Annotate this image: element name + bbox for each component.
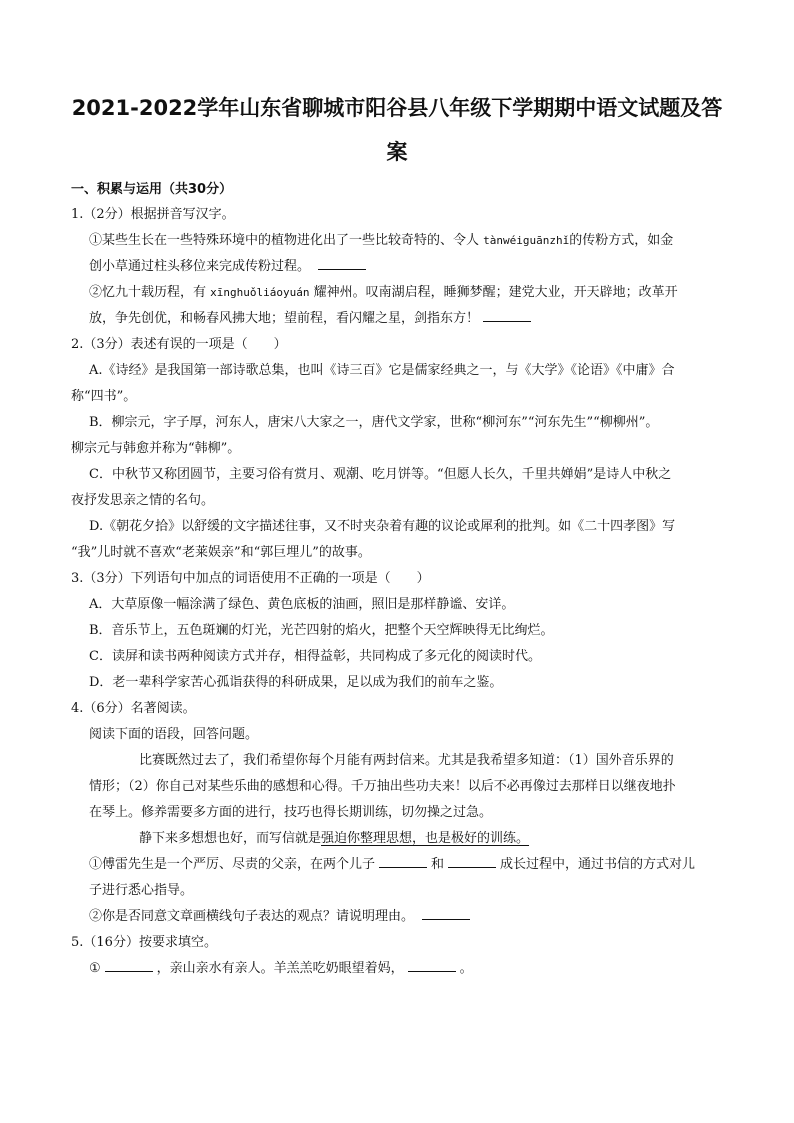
q2-option-b-line1: B．柳宗元，字子厚，河东人，唐宋八大家之一，唐代文学家，世称“柳河东”“河东先生”“柳柳州”。 [89, 415, 659, 430]
q4-passage-para2 [71, 826, 733, 852]
q4-passage-line3: 在琴上。修养需要多方面的进行，技巧也得长期训练，切勿操之过急。 [89, 805, 493, 820]
q1a-line2: 创小草通过柱头移位来完成传粉过程。 [89, 259, 311, 274]
question-3-heading: 3.（3分）下列语句中加点的词语使用不正确的一项是（ ） [71, 571, 430, 586]
title-line-1: 2021-2022学年山东省聊城市阳谷县八年级下学期期中语文试题及答 [71, 96, 723, 120]
section-heading: 一、积累与运用（共30分） [71, 182, 233, 197]
q4-subquestion-2 [71, 904, 733, 930]
document-title [60, 86, 734, 174]
q4-intro: 阅读下面的语段，回答问题。 [89, 727, 259, 742]
q4s1-blank-1[interactable] [379, 853, 427, 868]
document-body [71, 178, 733, 982]
q2-option-c-line1: C．中秋节又称团圆节，主要习俗有赏月、观潮、吃月饼等。“但愿人长久，千里共婵娟”是诗人中秋之 [89, 467, 672, 482]
q3-option-a: A．大草原像一幅涂满了绿色、黄色底板的油画，照旧是那样静谧、安详。 [89, 597, 515, 612]
q4s1-text-post: 成长过程中，通过书信的方式对儿 [500, 857, 696, 872]
q2-option-c-line2: 夜抒发思亲之情的名句。 [71, 493, 215, 508]
q4-subquestion-1-cont: 子进行悉心指导。 [89, 883, 194, 898]
q5-item-1 [71, 956, 733, 982]
q4-passage-line1: 比赛既然过去了，我们希望你每个月能有两封信来。尤其是我希望多知道：（1）国外音乐界的 [139, 753, 674, 768]
q4-underlined-sentence: 强迫你整理思想，也是极好的训练。 [321, 831, 530, 846]
q2-option-d-line2: “我”儿时就不喜欢“老莱娱亲”和“郭巨埋儿”的故事。 [71, 545, 371, 560]
question-5-heading: 5.（16分）按要求填空。 [71, 935, 217, 950]
title-line-2: 案 [386, 140, 408, 164]
q5-l1-pre: ① [89, 961, 101, 976]
q2-option-b-line2: 柳宗元与韩愈并称为“韩柳”。 [71, 441, 241, 456]
q3-option-d: D．老一辈科学家苦心孤诣获得的科研成果，足以成为我们的前车之鉴。 [89, 675, 503, 690]
q1a-answer-blank[interactable] [318, 255, 366, 270]
q5-blank-1[interactable] [105, 957, 153, 972]
q4s1-blank-2[interactable] [448, 853, 496, 868]
question-1a-cont [71, 254, 733, 280]
q1b-line2: 放，争先创优，和畅春风拂大地；望前程，看闪耀之星，剑指东方！ [89, 311, 480, 326]
q4-subquestion-1 [71, 852, 733, 878]
q5-l1-post: 。 [459, 961, 473, 976]
question-4-heading: 4.（6分）名著阅读。 [71, 701, 196, 716]
q5-blank-2[interactable] [408, 957, 456, 972]
q3-option-b: B．音乐节上，五色斑斓的灯光，光芒四射的焰火，把整个天空辉映得无比绚烂。 [89, 623, 554, 638]
q2-option-a-line2: 称“四书”。 [71, 389, 137, 404]
q4s2-text: ②你是否同意文章画横线句子表达的观点？请说明理由。 [89, 909, 415, 924]
q4s1-text-pre: ①傅雷先生是一个严厉、尽责的父亲，在两个儿子 [89, 857, 376, 872]
q1b-answer-blank[interactable] [483, 307, 531, 322]
question-2-heading: 2.（3分）表述有误的一项是（ ） [71, 337, 287, 352]
q4-passage-line2: 情形；（2）你自己对某些乐曲的感想和心得。千万抽出些功夫来！以后不必再像过去那样日以继夜地扑 [89, 779, 676, 794]
q4s1-text-mid: 和 [431, 857, 445, 872]
question-1a [71, 228, 733, 254]
question-1b [71, 280, 733, 306]
q5-l1-mid: ，亲山亲水有亲人。羊羔羔吃奶眼望着妈， [156, 961, 404, 976]
q1b-pinyin: xīnghuǒliáoyuán [210, 286, 310, 299]
q2-option-d-line1: D.《朝花夕拾》以舒缓的文字描述往事，又不时夹杂着有趣的议论或犀利的批判。如《二十四孝图》写 [89, 519, 676, 534]
question-1b-cont [71, 306, 733, 332]
q4s2-answer-blank[interactable] [422, 905, 470, 920]
q1a-text-pre: ①某些生长在一些特殊环境中的植物进化出了一些比较奇特的、令人 [89, 233, 480, 248]
q1a-pinyin: tànwéiguānzhǐ [483, 234, 570, 247]
q2-option-a-line1: A.《诗经》是我国第一部诗歌总集，也叫《诗三百》它是儒家经典之一，与《大学》《论语》《中庸》合 [89, 363, 675, 378]
question-1-heading: 1.（2分）根据拼音写汉字。 [71, 207, 235, 222]
q1b-text-post: 耀神州。叹南湖启程，睡狮梦醒；建党大业，开天辟地；改革开 [313, 285, 678, 300]
q3-option-c: C．读屏和读书两种阅读方式并存，相得益彰，共同构成了多元化的阅读时代。 [89, 649, 541, 664]
q4-para2-text: 静下来多想想也好，而写信就是 [139, 831, 322, 846]
q1b-text-pre: ②忆九十载历程，有 [89, 285, 207, 300]
q1a-text-post: 的传粉方式，如金 [569, 233, 674, 248]
